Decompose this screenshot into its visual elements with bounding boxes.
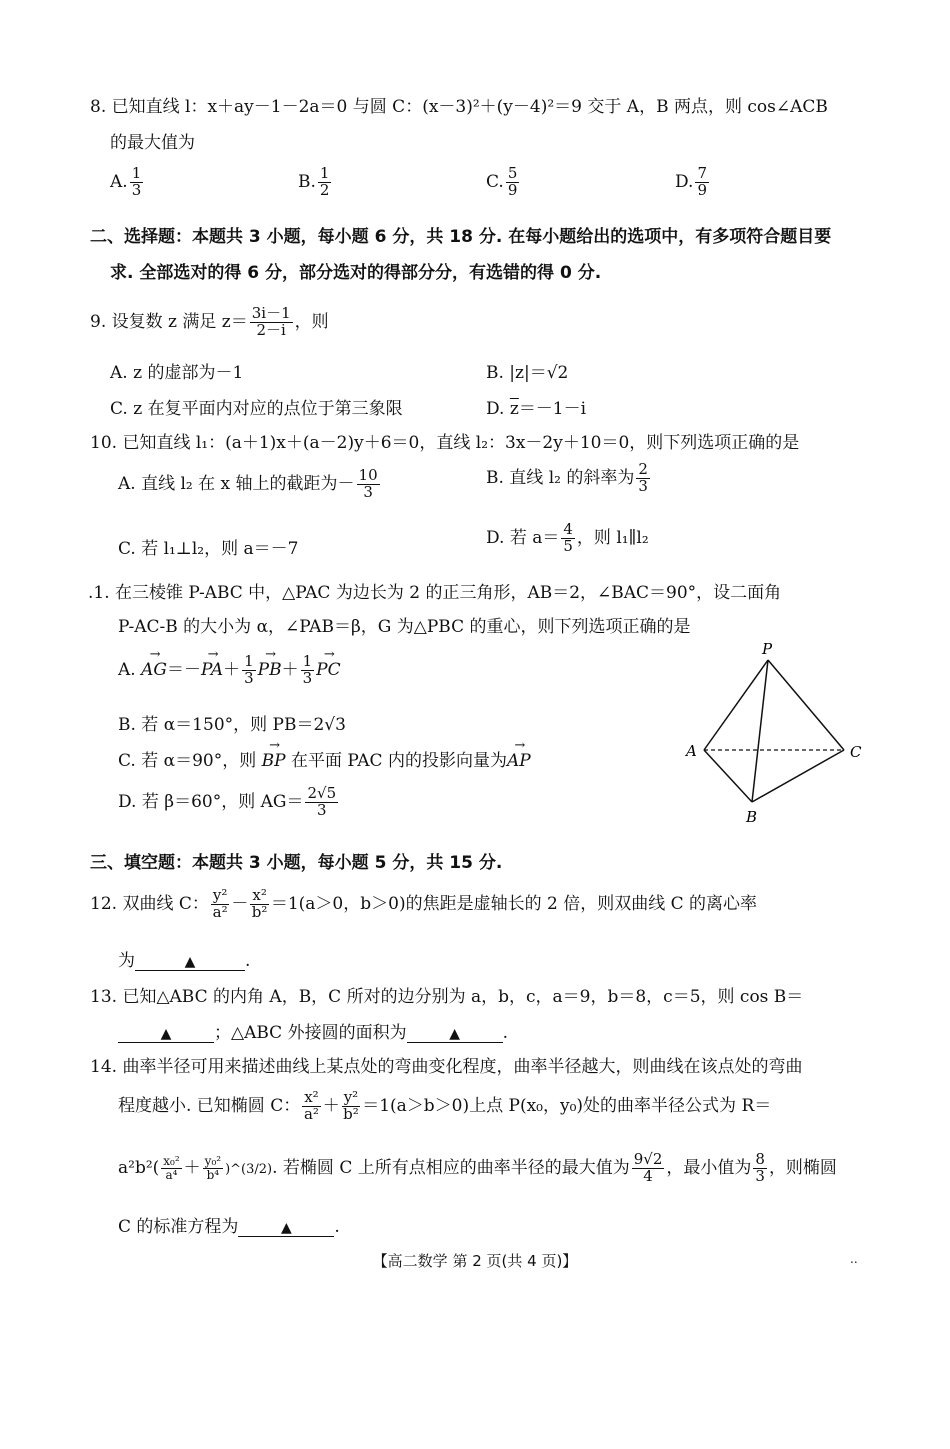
vector-pb: → PB [258,660,282,680]
q10-stem: 10. 已知直线 l₁：(a＋1)x＋(a－2)y＋6＝0，直线 l₂：3x－2y＋10＝0，则下列选项正确的是 [90,433,800,453]
q8-option-c: C. $\frac{5}{9}$ [486,164,518,199]
edge-ab [704,750,752,802]
q10-option-d: D. 若 a＝ $\frac{4}{5}$ ，则 l₁∥l₂ [486,520,649,555]
q9-stem: 9. 设复数 z 满足 z＝ $\frac{3i-1}{2-i}$ ，则 [90,304,329,339]
q9-option-a: A. z 的虚部为－1 [110,363,244,383]
page-footer: 【高二数学 第 2 页(共 4 页)】 [372,1252,578,1270]
section3-heading: 三、填空题：本题共 3 小题，每小题 5 分，共 15 分. [90,853,503,873]
q8-stem-cont: 的最大值为 [110,133,195,153]
edge-pc [768,660,844,750]
q9-option-c: C. z 在复平面内对应的点位于第三象限 [110,399,403,419]
q11-stem-cont: P-AC-B 的大小为 α，∠PAB＝β，G 为△PBC 的重心，则下列选项正确的是 [118,617,691,637]
q10-option-a: A. 直线 l₂ 在 x 轴上的截距为－ $\frac{10}{3}$ [118,466,378,501]
q11-stem: .1. 在三棱锥 P-ABC 中，△PAC 为边长为 2 的正三角形，AB＝2，∠BAC＝90°，设二面角 [88,583,782,603]
label-a: A [686,742,697,760]
footer-mark: .. [850,1252,858,1266]
q10-option-b: B. 直线 l₂ 的斜率为 $\frac{2}{3}$ [486,460,648,495]
vector-ag: → AG [141,660,167,680]
q8-option-a: A. $\frac{1}{3}$ [110,164,142,199]
q12-stem-cont: 为 ▲ . [118,951,251,971]
vector-bp: → BP [262,751,286,771]
edge-pa [704,660,768,750]
q8-stem: 8. 已知直线 l：x＋ay－1－2a＝0 与圆 C：(x－3)²＋(y－4)²＝9 交于 A，B 两点，则 cos∠ACB [90,97,828,117]
q9-option-d: D. $\overline{z}=-1-i$ [486,399,587,419]
label-b: B [746,808,758,826]
tetrahedron-figure [680,640,880,830]
edge-bc [752,750,844,802]
q11-option-b: B. 若 α＝150°，则 PB＝2√3 [118,715,346,735]
q11-option-c: C. 若 α＝90°，则 → BP 在平面 PAC 内的投影向量为→ AP [118,746,531,771]
q11-option-a: A. → AG＝－→ PA＋ $\frac{1}{3}$ → PB＋ $\frac{1}{3}$ → PC [118,654,341,687]
q8-option-d: D. $\frac{7}{9}$ [675,164,707,199]
q9-option-b: B. |z|＝√2 [486,363,569,383]
q13-answer-blank-1[interactable]: ▲ [118,1026,214,1043]
q10-option-c: C. 若 l₁⊥l₂，则 a＝－7 [118,539,299,559]
q14-stem-cont3: C 的标准方程为 ▲ . [118,1217,340,1237]
q11-option-d: D. 若 β＝60°，则 AG＝ $\frac{2√5}{3}$ [118,784,337,819]
q12-stem: 12. 双曲线 C： $\frac{\text{y²}}{\text{a²}}$ － $\frac{\text{x²}}{\text{b²}}$ ＝1(a＞0，b＞0)的焦距是虚轴长的 2 倍，则双曲线 C 的离心率 [90,886,758,921]
section2-heading: 二、选择题：本题共 3 小题，每小题 6 分，共 18 分. 在每小题给出的选项中，有多项符合题目要 [90,227,832,247]
edge-pb [752,660,768,802]
q12-answer-blank[interactable]: ▲ [135,954,245,971]
label-c: C [850,743,862,761]
q14-answer-blank[interactable]: ▲ [238,1220,334,1237]
q13-stem-cont: ▲ ；△ABC 外接圆的面积为 ▲ . [118,1018,508,1043]
vector-pa: → PA [201,660,223,680]
vector-pc: → PC [316,660,340,680]
vector-ap: → AP [507,751,531,771]
q14-stem-cont1: 程度越小. 已知椭圆 C： $\frac{\text{x²}}{\text{a²}}$ ＋ $\frac{\text{y²}}{\text{b²}}$ ＝1(a＞b＞0)上点 P(x₀，y₀)处的曲率半径公式为 R＝ [118,1088,772,1123]
q14-stem-cont2: a²b²( $\frac{\text{x₀²}}{\text{a⁴}}$ ＋ $\frac{\text{y₀²}}{\text{b⁴}}$ )^(3/2). 若椭圆 C 上所有点相应的曲率半径的最大值为 $\frac{9√2}{4}$ ，最小值为 $\frac{8}{3}$ ，则椭圆 [118,1150,837,1185]
q14-stem: 14. 曲率半径可用来描述曲线上某点处的弯曲变化程度，曲率半径越大，则曲线在该点处的弯曲 [90,1057,803,1077]
section2-heading-cont: 求. 全部选对的得 6 分，部分选对的得部分分，有选错的得 0 分. [110,263,602,283]
q13-answer-blank-2[interactable]: ▲ [407,1026,503,1043]
q8-option-b: B. $\frac{1}{2}$ [298,164,330,199]
label-p: P [762,640,773,658]
q13-stem: 13. 已知△ABC 的内角 A，B，C 所对的边分别为 a，b，c，a＝9，b＝8，c＝5，则 cos B＝ [90,987,804,1007]
